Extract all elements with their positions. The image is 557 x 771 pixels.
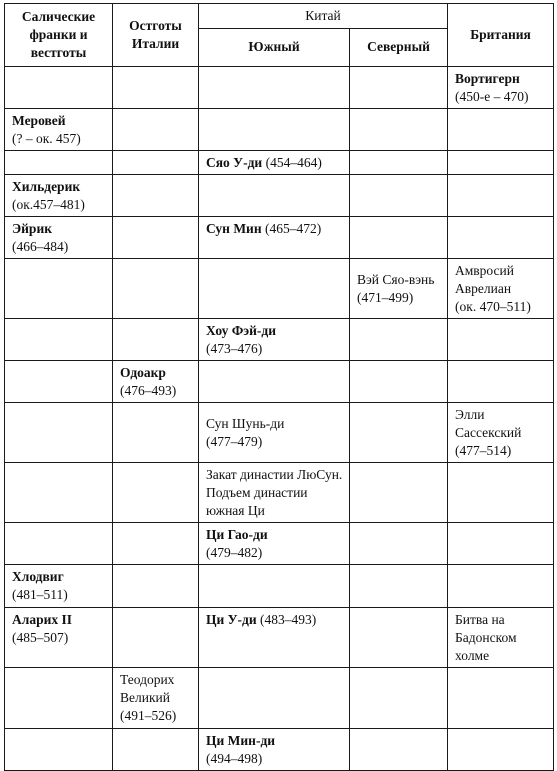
table-cell bbox=[5, 463, 113, 523]
table-cell bbox=[199, 319, 350, 361]
table-cell bbox=[350, 175, 448, 217]
table-cell bbox=[448, 403, 554, 463]
table-cell bbox=[5, 109, 113, 151]
table-cell bbox=[199, 403, 350, 463]
ruler-dates: (ок.457–481) bbox=[12, 197, 85, 212]
ruler-dates: (491–526) bbox=[120, 708, 177, 723]
table-row bbox=[5, 565, 554, 608]
ruler-name: Сун Шунь-ди bbox=[206, 416, 285, 431]
ruler-name: Одоакр bbox=[120, 365, 166, 380]
table-cell bbox=[448, 608, 554, 668]
header-china-north bbox=[350, 28, 448, 66]
table-cell bbox=[5, 608, 113, 668]
ruler-dates: (477–479) bbox=[206, 434, 263, 449]
ruler-name: Амвросий Аврелиан bbox=[455, 263, 514, 296]
ruler-dates: (494–498) bbox=[206, 751, 263, 766]
ruler-dates: (? – ок. 457) bbox=[12, 131, 81, 146]
table-cell bbox=[350, 151, 448, 175]
table-row bbox=[5, 361, 554, 403]
table-cell bbox=[448, 361, 554, 403]
ruler-dates: (476–493) bbox=[120, 383, 177, 398]
table-cell bbox=[113, 523, 199, 565]
table-cell bbox=[350, 259, 448, 319]
table-cell bbox=[448, 523, 554, 565]
ruler-dates: (485–507) bbox=[12, 630, 69, 645]
table-row bbox=[5, 403, 554, 463]
table-cell bbox=[350, 565, 448, 608]
table-cell bbox=[350, 319, 448, 361]
table-cell bbox=[350, 463, 448, 523]
table-cell bbox=[5, 259, 113, 319]
table-cell bbox=[448, 175, 554, 217]
ruler-dates: (481–511) bbox=[12, 587, 68, 602]
table-cell bbox=[448, 259, 554, 319]
ruler-dates: (483–493) bbox=[260, 612, 317, 627]
table-cell bbox=[113, 151, 199, 175]
ruler-name: Сяо У-ди bbox=[206, 155, 263, 170]
table-cell bbox=[199, 463, 350, 523]
ruler-name: Эйрик bbox=[12, 221, 52, 236]
table-cell bbox=[448, 319, 554, 361]
table-row bbox=[5, 175, 554, 217]
table-cell bbox=[448, 217, 554, 259]
table-cell bbox=[448, 565, 554, 608]
table-cell bbox=[5, 403, 113, 463]
ruler-name: Вортигерн bbox=[455, 71, 520, 86]
table-cell bbox=[199, 151, 350, 175]
table-cell bbox=[113, 259, 199, 319]
table-cell bbox=[350, 668, 448, 729]
ruler-name: Хильдерик bbox=[12, 179, 81, 194]
table-cell bbox=[199, 217, 350, 259]
ruler-dates: (450-е – 470) bbox=[455, 89, 529, 104]
table-cell bbox=[350, 523, 448, 565]
header-britain bbox=[448, 4, 554, 67]
table-cell bbox=[350, 109, 448, 151]
event-text: Закат династии ЛюСун. Подъем династии южная Ци bbox=[206, 467, 343, 518]
ruler-name: Хоу Фэй-ди bbox=[206, 323, 277, 338]
ruler-dates: (473–476) bbox=[206, 341, 263, 356]
table-cell bbox=[5, 151, 113, 175]
table-cell bbox=[350, 67, 448, 109]
ruler-dates: (477–514) bbox=[455, 443, 512, 458]
header-salic-franks bbox=[5, 4, 113, 67]
table-cell bbox=[448, 67, 554, 109]
table-cell bbox=[113, 319, 199, 361]
table-row bbox=[5, 668, 554, 729]
table-cell bbox=[113, 67, 199, 109]
table-cell bbox=[113, 403, 199, 463]
ruler-dates: (471–499) bbox=[357, 290, 414, 305]
ruler-dates: (454–464) bbox=[265, 155, 322, 170]
header-china-south-label: Южный bbox=[248, 39, 300, 55]
ruler-name: Теодорих Великий bbox=[120, 672, 175, 705]
table-cell bbox=[448, 668, 554, 729]
table-cell bbox=[5, 217, 113, 259]
table-cell bbox=[199, 608, 350, 668]
ruler-name: Вэй Сяо-вэнь bbox=[357, 272, 435, 287]
table-cell bbox=[199, 109, 350, 151]
ruler-dates: (466–484) bbox=[12, 239, 69, 254]
ruler-dates: (479–482) bbox=[206, 545, 263, 560]
table-cell bbox=[199, 668, 350, 729]
table-cell bbox=[199, 67, 350, 109]
table-cell bbox=[448, 109, 554, 151]
table-cell bbox=[199, 259, 350, 319]
table-cell bbox=[199, 361, 350, 403]
table-row bbox=[5, 67, 554, 109]
table-cell bbox=[5, 175, 113, 217]
header-china-north-label: Северный bbox=[367, 39, 430, 55]
table-cell bbox=[350, 217, 448, 259]
ruler-name: Меровей bbox=[12, 113, 66, 128]
event-text: Битва на Бадонском холме bbox=[455, 612, 517, 663]
table-cell bbox=[199, 565, 350, 608]
table-row bbox=[5, 463, 554, 523]
table-cell bbox=[448, 463, 554, 523]
table-cell bbox=[5, 67, 113, 109]
table-cell bbox=[199, 523, 350, 565]
chronology-table bbox=[4, 3, 554, 771]
table-cell bbox=[113, 361, 199, 403]
table-row bbox=[5, 151, 554, 175]
header-china-south bbox=[199, 28, 350, 66]
table-row bbox=[5, 608, 554, 668]
header-ostrogoths-label: Остготы Италии bbox=[129, 18, 182, 51]
table-cell bbox=[113, 175, 199, 217]
ruler-name: Сун Мин bbox=[206, 221, 262, 236]
table-row bbox=[5, 523, 554, 565]
table-cell bbox=[113, 109, 199, 151]
table-cell bbox=[113, 668, 199, 729]
table-cell bbox=[350, 361, 448, 403]
table-cell bbox=[5, 668, 113, 729]
table-cell bbox=[199, 175, 350, 217]
table-cell bbox=[350, 608, 448, 668]
header-ostrogoths bbox=[113, 4, 199, 67]
table-row bbox=[5, 319, 554, 361]
table-row bbox=[5, 259, 554, 319]
table-cell bbox=[113, 608, 199, 668]
table-row bbox=[5, 217, 554, 259]
table-cell bbox=[350, 403, 448, 463]
table-cell bbox=[113, 565, 199, 608]
ruler-name: Ци У-ди bbox=[206, 612, 257, 627]
table-cell bbox=[5, 523, 113, 565]
table-cell bbox=[113, 463, 199, 523]
table-cell bbox=[5, 361, 113, 403]
ruler-name: Хлодвиг bbox=[12, 569, 64, 584]
header-britain-label: Британия bbox=[470, 27, 531, 42]
ruler-name: Ци Гао-ди bbox=[206, 527, 268, 542]
table-cell bbox=[5, 565, 113, 608]
header-china-label: Китай bbox=[305, 7, 341, 23]
ruler-name: Элли Сассекский bbox=[455, 407, 522, 440]
ruler-dates: (465–472) bbox=[265, 221, 322, 236]
ruler-name: Аларих II bbox=[12, 612, 72, 627]
table-cell bbox=[5, 319, 113, 361]
table-row bbox=[5, 109, 554, 151]
ruler-name: Ци Мин-ди bbox=[206, 733, 276, 748]
header-salic-franks-label: Салические франки и вестготы bbox=[21, 9, 96, 60]
table-cell bbox=[448, 151, 554, 175]
ruler-dates: (ок. 470–511) bbox=[455, 299, 531, 314]
header-china bbox=[199, 4, 448, 29]
table-cell bbox=[113, 217, 199, 259]
